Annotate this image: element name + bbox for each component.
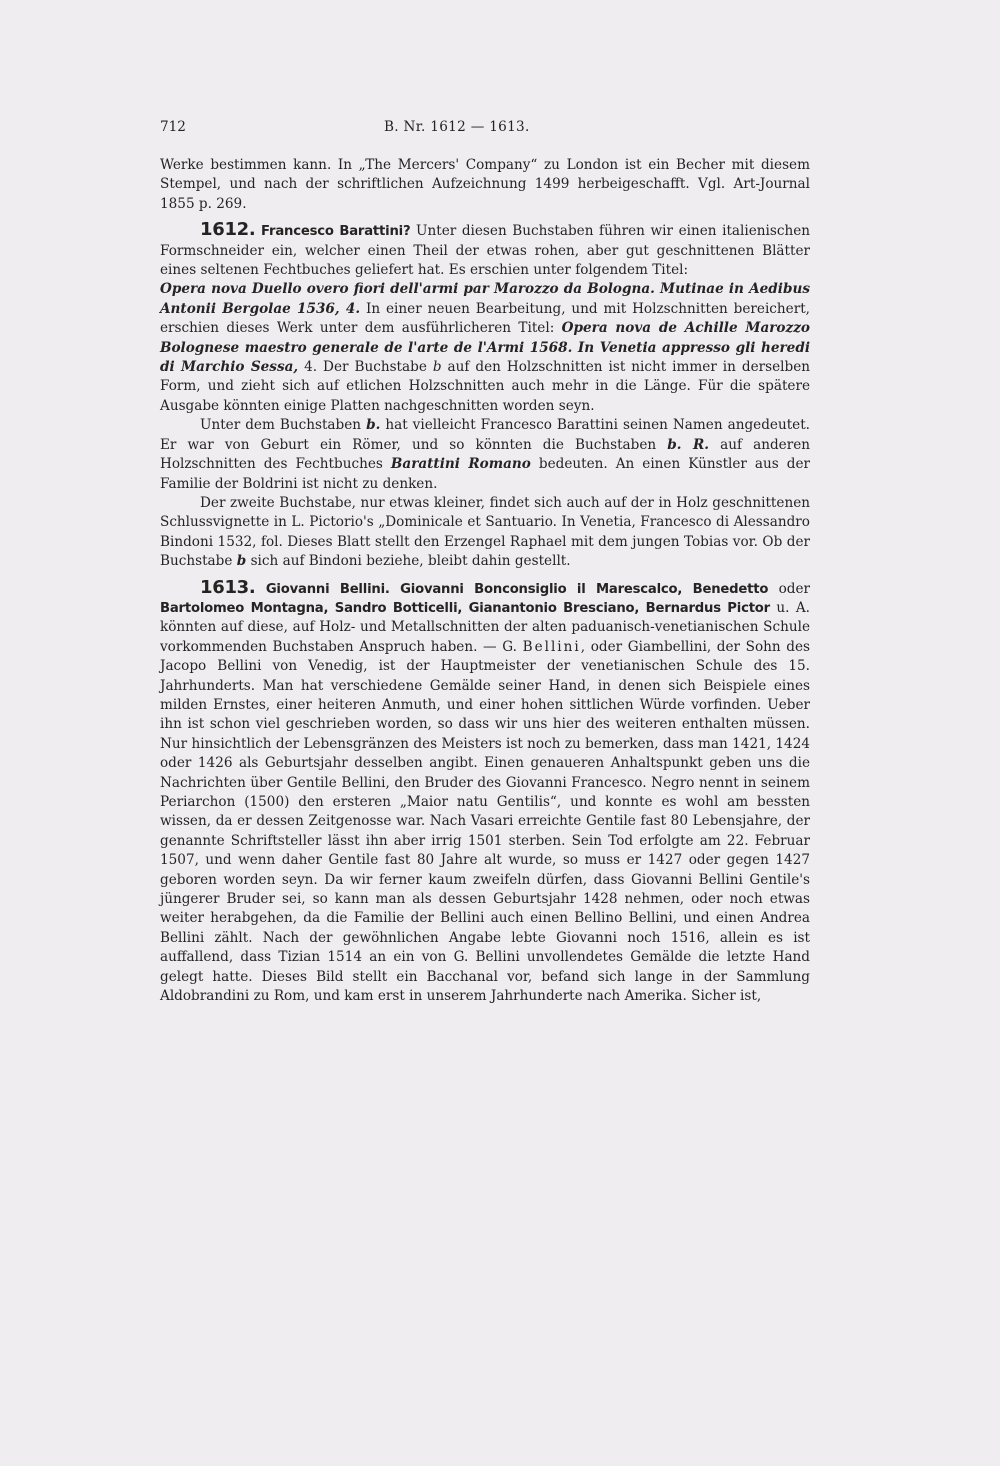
intro-text: Werke bestimmen kann. In „The Mercers' Company“ zu London ist ein Becher mit diesem Stempel, und nach der schriftlichen Aufzeichnung 1499 herbeigeschafft. Vgl. Art-Journal 1855 p. 269. bbox=[160, 157, 810, 212]
page-number: 712 bbox=[160, 119, 186, 135]
letter-b: b bbox=[432, 359, 442, 376]
p3-text-a: Der zweite Buchstabe, nur etwas kleiner, findet sich auch auf der in Holz geschnittenen Schlussvignette in L. Pictorio's „Dominicale et Santuario. In Venetia, Francesco di Alessandro Bindoni 1532, fol. Dieses Blatt stellt den Erzengel Raphael mit dem jungen Tobias vor. Ob der Buchstabe bbox=[160, 494, 810, 570]
p2-text-c: auf anderen Holzschnitten des Fechtbuches bbox=[160, 436, 810, 473]
p2-text-b: hat vielleicht Francesco Barattini seinen Namen angedeutet. Er war von Geburt ein Römer, und so könnten die Buchstaben bbox=[160, 417, 811, 453]
p2-text-a: Unter dem Buchstaben bbox=[200, 417, 362, 434]
entry-number-1613: 1613. bbox=[200, 576, 256, 598]
entry-1612-paragraph-3 bbox=[160, 494, 810, 572]
book-title-1568: Opera nova de Achille Marozzo Bolognese maestro generale de l'arte de l'Armi 1568. In Venetia appresso gli heredi di Marchio Sessa, bbox=[160, 320, 810, 376]
entry-1612-text-a: Unter diesen Buchstaben führen wir einen italienischen Formschneider ein, welcher einen Theil der etwas rohen, aber gut geschnittenen Blätter eines seltenen Fechtbuches geliefert hat. Es erschien unter folgendem Titel: bbox=[160, 223, 811, 279]
p2-text-d: bedeuten. An einen Künstler aus der Familie der Boldrini ist nicht zu denken. bbox=[160, 456, 811, 492]
p2-name: Barattini Romano bbox=[390, 456, 531, 473]
artist-names-a: Giovanni Bellini. Giovanni Bonconsiglio il Marescalco, Benedetto bbox=[265, 581, 769, 597]
artist-names-b: Bartolomeo Montagna, Sandro Botticelli, Gianantonio Bresciano, Bernardus Pictor bbox=[160, 600, 770, 616]
p2-letter: b. bbox=[366, 417, 381, 434]
artist-name-barattini: Francesco Barattini? bbox=[261, 224, 411, 240]
entry-1612-titles bbox=[160, 280, 810, 416]
entry-1613-text-b: , oder Giambellini, der Sohn des Jacopo Bellini von Venedig, ist der Hauptmeister der venetianischen Schule des 15. Jahrhunderts. Man hat verschiedene Gemälde seiner Hand, in denen sich Beispiele eines milden Ernstes, einer heiteren Anmuth, und einer hohen sittlichen Würde vorfinden. Ueber ihn ist schon viel geschrieben worden, so dass wir uns hier des weiteren enthalten müssen. Nur hinsichtlich der Lebensgränzen des Meisters ist noch zu bemerken, dass man 1421, 1424 oder 1426 als Geburtsjahr desselben angibt. Einen genaueren Anhaltspunkt geben uns die Nachrichten über Gentile Bellini, den Bruder des Giovanni Francesco. Negro nennt in seinem Periarchon (1500) den ersteren „Maior natu Gentilis“, und konnte es wohl am bessten wissen, da er dessen Zeitgenosse war. Nach Vasari erreichte Gentile fast 80 Lebensjahre, der genannte Schriftsteller lässt ihn aber irrig 1501 sterben. Sein Tod erfolgte am 22. Februar 1507, und wenn daher Gentile fast 80 Jahre alt wurde, so muss er 1427 oder gegen 1427 geboren worden seyn. Da wir ferner kaum zweifeln dürfen, dass Giovanni Bellini Gentile's jüngerer Bruder sei, so kann man als dessen Geburtsjahr 1428 nehmen, oder noch etwas weiter herabgehen, da die Familie der Bellini auch einen Bellino Bellini, und einen Andrea Bellini zählt. Nach der gewöhnlichen Angabe lebte Giovanni noch 1516, allein es ist auffallend, dass Tizian 1514 an ein von G. Bellini unvollendetes Gemälde die letzte Hand gelegt hatte. Dieses Bild stellt ein Bacchanal vor, befand sich lange in der Sammlung Aldobrandini zu Rom, und kam erst in unserem Jahrhunderte nach Amerika. Sicher ist, bbox=[160, 638, 810, 1005]
entry-1612-heading bbox=[160, 220, 810, 280]
p3-text-b: sich auf Bindoni beziehe, bleibt dahin gestellt. bbox=[250, 553, 571, 570]
p2-letters: b. R. bbox=[667, 436, 710, 453]
intro-paragraph bbox=[160, 156, 810, 214]
entry-number-1612: 1612. bbox=[200, 219, 256, 241]
entry-1613-paragraph bbox=[160, 578, 810, 1007]
running-head bbox=[160, 118, 810, 142]
bellini-spaced: Bellini bbox=[522, 638, 581, 655]
entry-1613-text-a: u. A. könnten auf diese, auf Holz- und Metallschnitten der alten paduanisch-venetianischen Schule vorkommenden Buchstaben Anspruch haben. — G. bbox=[160, 599, 810, 655]
entry-1612-text-d: auf den Holzschnitten ist nicht immer in derselben Form, und zieht sich auf etlichen Holzschnitten auch mehr in die Länge. Für die spätere Ausgabe könnten einige Platten nachgeschnitten worden seyn. bbox=[160, 359, 810, 414]
p3-letter: b bbox=[236, 553, 247, 570]
book-page bbox=[160, 118, 810, 1006]
entry-1612-paragraph-2 bbox=[160, 416, 810, 494]
entry-1612-text-b: In einer neuen Bearbeitung, und mit Holzschnitten bereichert, erschien dieses Werk unter dem ausführlicheren Titel: bbox=[160, 300, 811, 337]
running-title: B. Nr. 1612 — 1613. bbox=[384, 119, 530, 135]
word-oder: oder bbox=[778, 580, 811, 597]
book-title-1536: Opera nova Duello overo fiori dell'armi par Marozzo da Bologna. Mutinae in Aedibus Antonii Bergolae 1536, 4. bbox=[160, 281, 810, 317]
entry-1612-text-c: 4. Der Buchstabe bbox=[304, 359, 427, 376]
